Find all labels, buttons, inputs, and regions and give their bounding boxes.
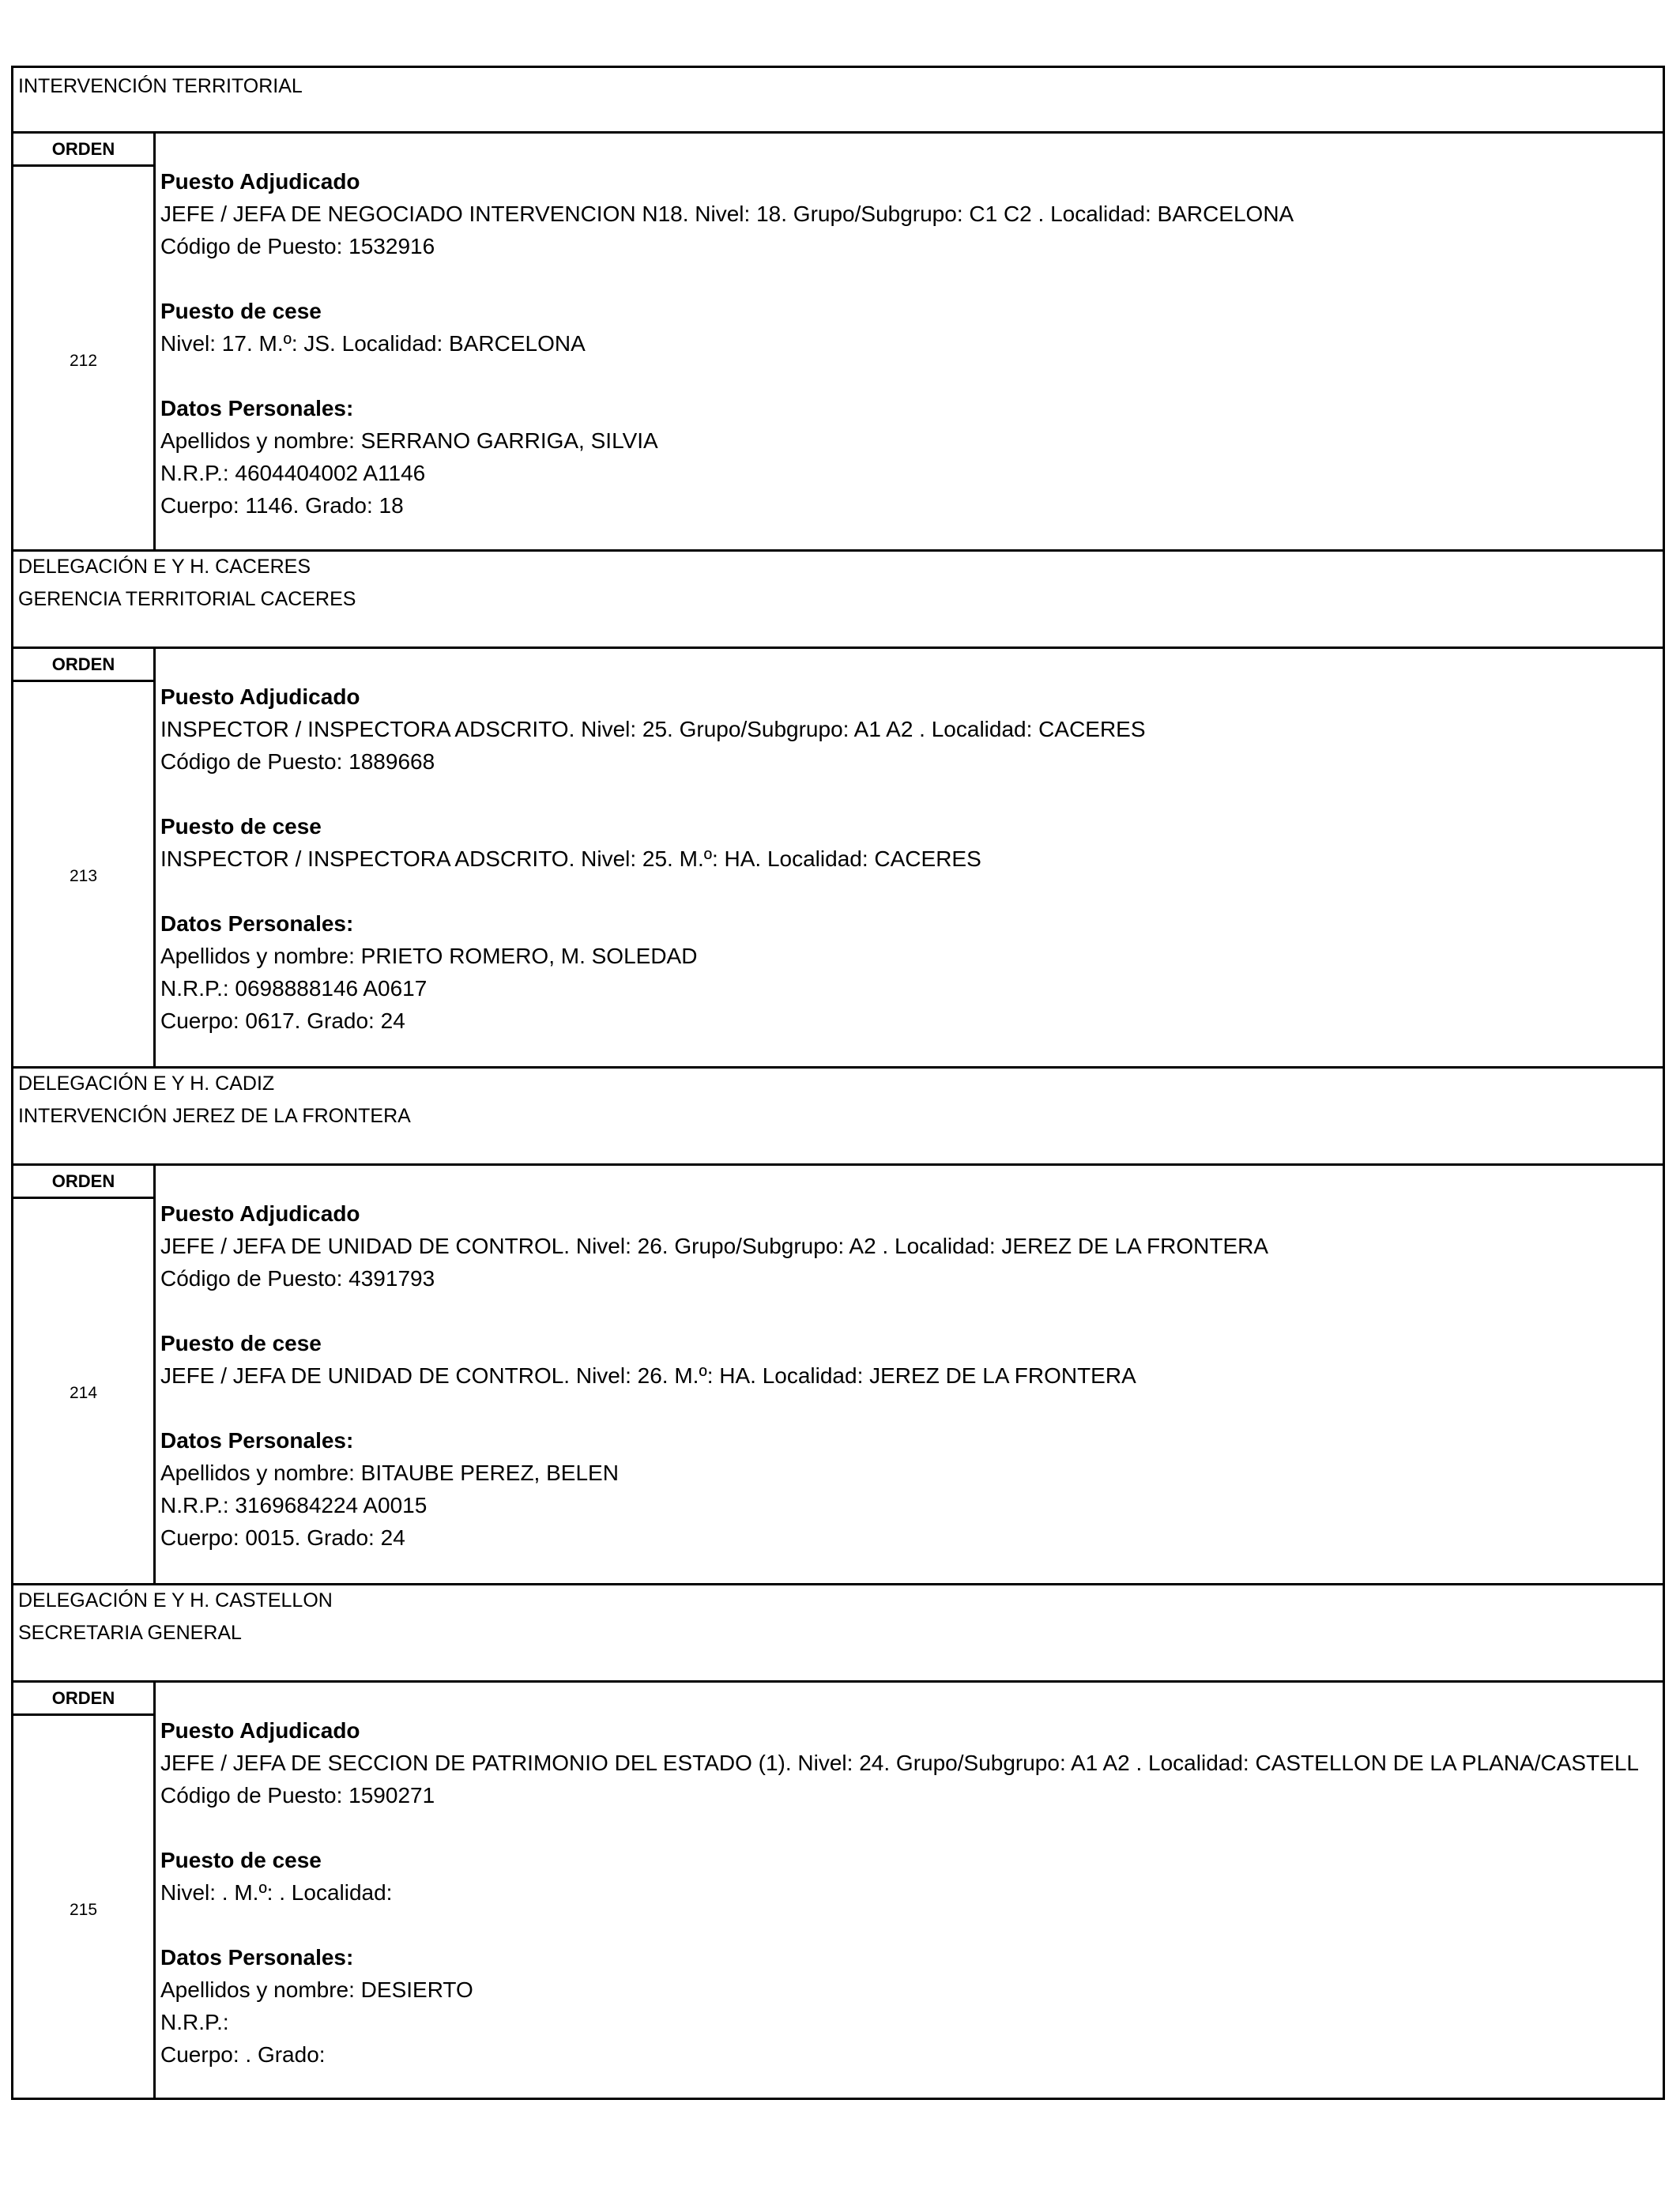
header-line: GERENCIA TERRITORIAL CACERES — [18, 588, 356, 610]
document-table — [11, 66, 1665, 2100]
puesto-cese-text: Nivel: 17. M.º: JS. Localidad: BARCELONA — [160, 331, 586, 356]
orden-label: ORDEN — [13, 1166, 153, 1199]
header-line: DELEGACIÓN E Y H. CADIZ — [18, 1072, 275, 1095]
header-line: DELEGACIÓN E Y H. CASTELLON — [18, 1589, 333, 1612]
codigo-puesto: Código de Puesto: 1590271 — [160, 1783, 435, 1808]
cuerpo-grado: Cuerpo: 0015. Grado: 24 — [160, 1525, 405, 1550]
entry-row — [13, 134, 1663, 552]
orden-column — [13, 134, 156, 549]
orden-label: ORDEN — [13, 1683, 153, 1716]
orden-column — [13, 649, 156, 1066]
orden-number: 215 — [69, 1901, 98, 1919]
puesto-cese-heading: Puesto de cese — [160, 1848, 322, 1872]
puesto-adjudicado-heading: Puesto Adjudicado — [160, 1718, 360, 1743]
puesto-adjudicado-text: JEFE / JEFA DE SECCION DE PATRIMONIO DEL ESTADO (1). Nivel: 24. Grupo/Subgrupo: A1 A2 . Localidad: CASTELLON DE LA PLANA/CASTELL — [160, 1751, 1639, 1775]
cuerpo-grado: Cuerpo: 1146. Grado: 18 — [160, 493, 404, 518]
puesto-adjudicado-text: JEFE / JEFA DE NEGOCIADO INTERVENCION N18. Nivel: 18. Grupo/Subgrupo: C1 C2 . Localidad: BARCELONA — [160, 202, 1294, 226]
datos-personales-heading: Datos Personales: — [160, 1945, 354, 1970]
header-line: DELEGACIÓN E Y H. CACERES — [18, 556, 311, 578]
section-header — [13, 68, 1663, 134]
header-line: SECRETARIA GENERAL — [18, 1622, 242, 1644]
puesto-adjudicado-heading: Puesto Adjudicado — [160, 684, 360, 709]
apellidos-nombre: Apellidos y nombre: SERRANO GARRIGA, SILVIA — [160, 428, 658, 453]
entry-row — [13, 1683, 1663, 2098]
section-header — [13, 552, 1663, 649]
header-line: INTERVENCIÓN JEREZ DE LA FRONTERA — [18, 1105, 411, 1127]
nrp: N.R.P.: 3169684224 A0015 — [160, 1493, 428, 1517]
orden-number: 212 — [69, 352, 98, 370]
codigo-puesto: Código de Puesto: 4391793 — [160, 1266, 435, 1291]
datos-personales-heading: Datos Personales: — [160, 396, 354, 420]
puesto-cese-text: INSPECTOR / INSPECTORA ADSCRITO. Nivel: 25. M.º: HA. Localidad: CACERES — [160, 846, 981, 871]
entry-content — [160, 1197, 1659, 1554]
puesto-adjudicado-text: JEFE / JEFA DE UNIDAD DE CONTROL. Nivel: 26. Grupo/Subgrupo: A2 . Localidad: JEREZ DE LA FRONTERA — [160, 1234, 1269, 1258]
entry-content — [160, 680, 1659, 1037]
nrp: N.R.P.: — [160, 2010, 229, 2034]
section-header — [13, 1585, 1663, 1683]
orden-column — [13, 1166, 156, 1583]
puesto-adjudicado-heading: Puesto Adjudicado — [160, 1201, 360, 1226]
orden-number: 214 — [69, 1384, 98, 1402]
orden-column — [13, 1683, 156, 2098]
entry-content — [160, 1714, 1659, 2071]
nrp: N.R.P.: 0698888146 A0617 — [160, 976, 428, 1001]
codigo-puesto: Código de Puesto: 1532916 — [160, 234, 435, 258]
orden-number: 213 — [69, 867, 98, 885]
entry-content — [160, 165, 1659, 522]
puesto-adjudicado-heading: Puesto Adjudicado — [160, 169, 360, 194]
puesto-cese-text: Nivel: . M.º: . Localidad: — [160, 1880, 393, 1905]
codigo-puesto: Código de Puesto: 1889668 — [160, 749, 435, 774]
cuerpo-grado: Cuerpo: 0617. Grado: 24 — [160, 1008, 405, 1033]
entry-row — [13, 1166, 1663, 1585]
apellidos-nombre: Apellidos y nombre: BITAUBE PEREZ, BELEN — [160, 1461, 619, 1485]
cuerpo-grado: Cuerpo: . Grado: — [160, 2042, 326, 2067]
puesto-cese-text: JEFE / JEFA DE UNIDAD DE CONTROL. Nivel: 26. M.º: HA. Localidad: JEREZ DE LA FRONTERA — [160, 1363, 1136, 1388]
entry-row — [13, 649, 1663, 1069]
header-line: INTERVENCIÓN TERRITORIAL — [18, 75, 303, 97]
nrp: N.R.P.: 4604404002 A1146 — [160, 461, 426, 485]
datos-personales-heading: Datos Personales: — [160, 1428, 354, 1453]
apellidos-nombre: Apellidos y nombre: PRIETO ROMERO, M. SOLEDAD — [160, 944, 698, 968]
section-header — [13, 1069, 1663, 1166]
puesto-cese-heading: Puesto de cese — [160, 1331, 322, 1355]
apellidos-nombre: Apellidos y nombre: DESIERTO — [160, 1977, 473, 2002]
puesto-cese-heading: Puesto de cese — [160, 814, 322, 839]
orden-label: ORDEN — [13, 649, 153, 682]
orden-label: ORDEN — [13, 134, 153, 167]
puesto-adjudicado-text: INSPECTOR / INSPECTORA ADSCRITO. Nivel: 25. Grupo/Subgrupo: A1 A2 . Localidad: CACERES — [160, 717, 1146, 741]
puesto-cese-heading: Puesto de cese — [160, 299, 322, 323]
datos-personales-heading: Datos Personales: — [160, 911, 354, 936]
